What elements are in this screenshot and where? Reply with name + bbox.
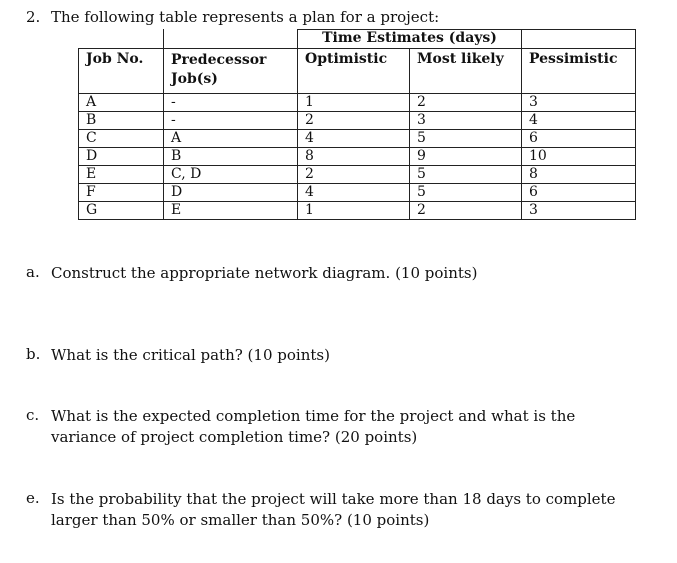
part-text xyxy=(51,489,615,531)
table-row xyxy=(79,166,636,184)
cell-job: A xyxy=(79,94,164,112)
blank-cell xyxy=(522,30,636,49)
cell-pessimistic: 6 xyxy=(522,130,636,148)
part-text: What is the critical path? (10 points) xyxy=(51,346,330,364)
cell-optimistic: 4 xyxy=(298,184,410,202)
cell-predecessor: - xyxy=(164,112,298,130)
cell-most-likely: 2 xyxy=(410,94,522,112)
cell-optimistic: 4 xyxy=(298,130,410,148)
cell-most-likely: 5 xyxy=(410,184,522,202)
table-row xyxy=(79,202,636,220)
cell-job: C xyxy=(79,130,164,148)
header-optimistic: Optimistic xyxy=(298,49,410,94)
cell-most-likely: 5 xyxy=(410,166,522,184)
cell-optimistic: 1 xyxy=(298,202,410,220)
part-text-line: Is the probability that the project will take more than 18 days to complete xyxy=(51,490,616,508)
part-text-line: What is the expected completion time for the project and what is the xyxy=(51,407,576,425)
part-letter: c. xyxy=(26,406,40,424)
header-most-likely: Most likely xyxy=(410,49,522,94)
question-number: 2. xyxy=(26,8,41,26)
part-text-line: larger than 50% or smaller than 50%? (10 points) xyxy=(51,511,430,529)
table-row xyxy=(79,148,636,166)
header-predecessor-text: Predecessor Job(s) xyxy=(171,52,267,87)
table-row xyxy=(79,94,636,112)
cell-job: B xyxy=(79,112,164,130)
cell-job: G xyxy=(79,202,164,220)
cell-most-likely: 5 xyxy=(410,130,522,148)
cell-pessimistic: 3 xyxy=(522,202,636,220)
part-text-line: variance of project completion time? (20 points) xyxy=(51,428,418,446)
cell-optimistic: 8 xyxy=(298,148,410,166)
question-text: The following table represents a plan for a project: xyxy=(51,8,440,26)
part-letter: e. xyxy=(26,489,40,507)
cell-pessimistic: 8 xyxy=(522,166,636,184)
cell-pessimistic: 6 xyxy=(522,184,636,202)
cell-most-likely: 9 xyxy=(410,148,522,166)
cell-optimistic: 2 xyxy=(298,112,410,130)
header-pessimistic: Pessimistic xyxy=(522,49,636,94)
cell-pessimistic: 10 xyxy=(522,148,636,166)
cell-optimistic: 2 xyxy=(298,166,410,184)
time-estimates-header: Time Estimates (days) xyxy=(298,30,522,49)
cell-job: D xyxy=(79,148,164,166)
part-letter: a. xyxy=(26,263,40,281)
part-letter: b. xyxy=(26,345,41,363)
part-text xyxy=(51,406,575,448)
cell-most-likely: 3 xyxy=(410,112,522,130)
cell-predecessor: B xyxy=(164,148,298,166)
cell-predecessor: C, D xyxy=(164,166,298,184)
cell-pessimistic: 3 xyxy=(522,94,636,112)
cell-job: F xyxy=(79,184,164,202)
cell-predecessor: A xyxy=(164,130,298,148)
table-row xyxy=(79,130,636,148)
cell-optimistic: 1 xyxy=(298,94,410,112)
cell-predecessor: - xyxy=(164,94,298,112)
table-group-header-row xyxy=(79,30,636,49)
cell-pessimistic: 4 xyxy=(522,112,636,130)
project-plan-table xyxy=(78,29,636,220)
cell-predecessor: D xyxy=(164,184,298,202)
blank-cell xyxy=(164,30,298,49)
header-job-no: Job No. xyxy=(79,49,164,94)
part-text: Construct the appropriate network diagram. (10 points) xyxy=(51,264,478,282)
cell-predecessor: E xyxy=(164,202,298,220)
blank-cell xyxy=(79,30,164,49)
header-predecessor xyxy=(164,49,298,94)
cell-most-likely: 2 xyxy=(410,202,522,220)
table-row xyxy=(79,112,636,130)
table-header-row xyxy=(79,49,636,94)
cell-job: E xyxy=(79,166,164,184)
table-row xyxy=(79,184,636,202)
